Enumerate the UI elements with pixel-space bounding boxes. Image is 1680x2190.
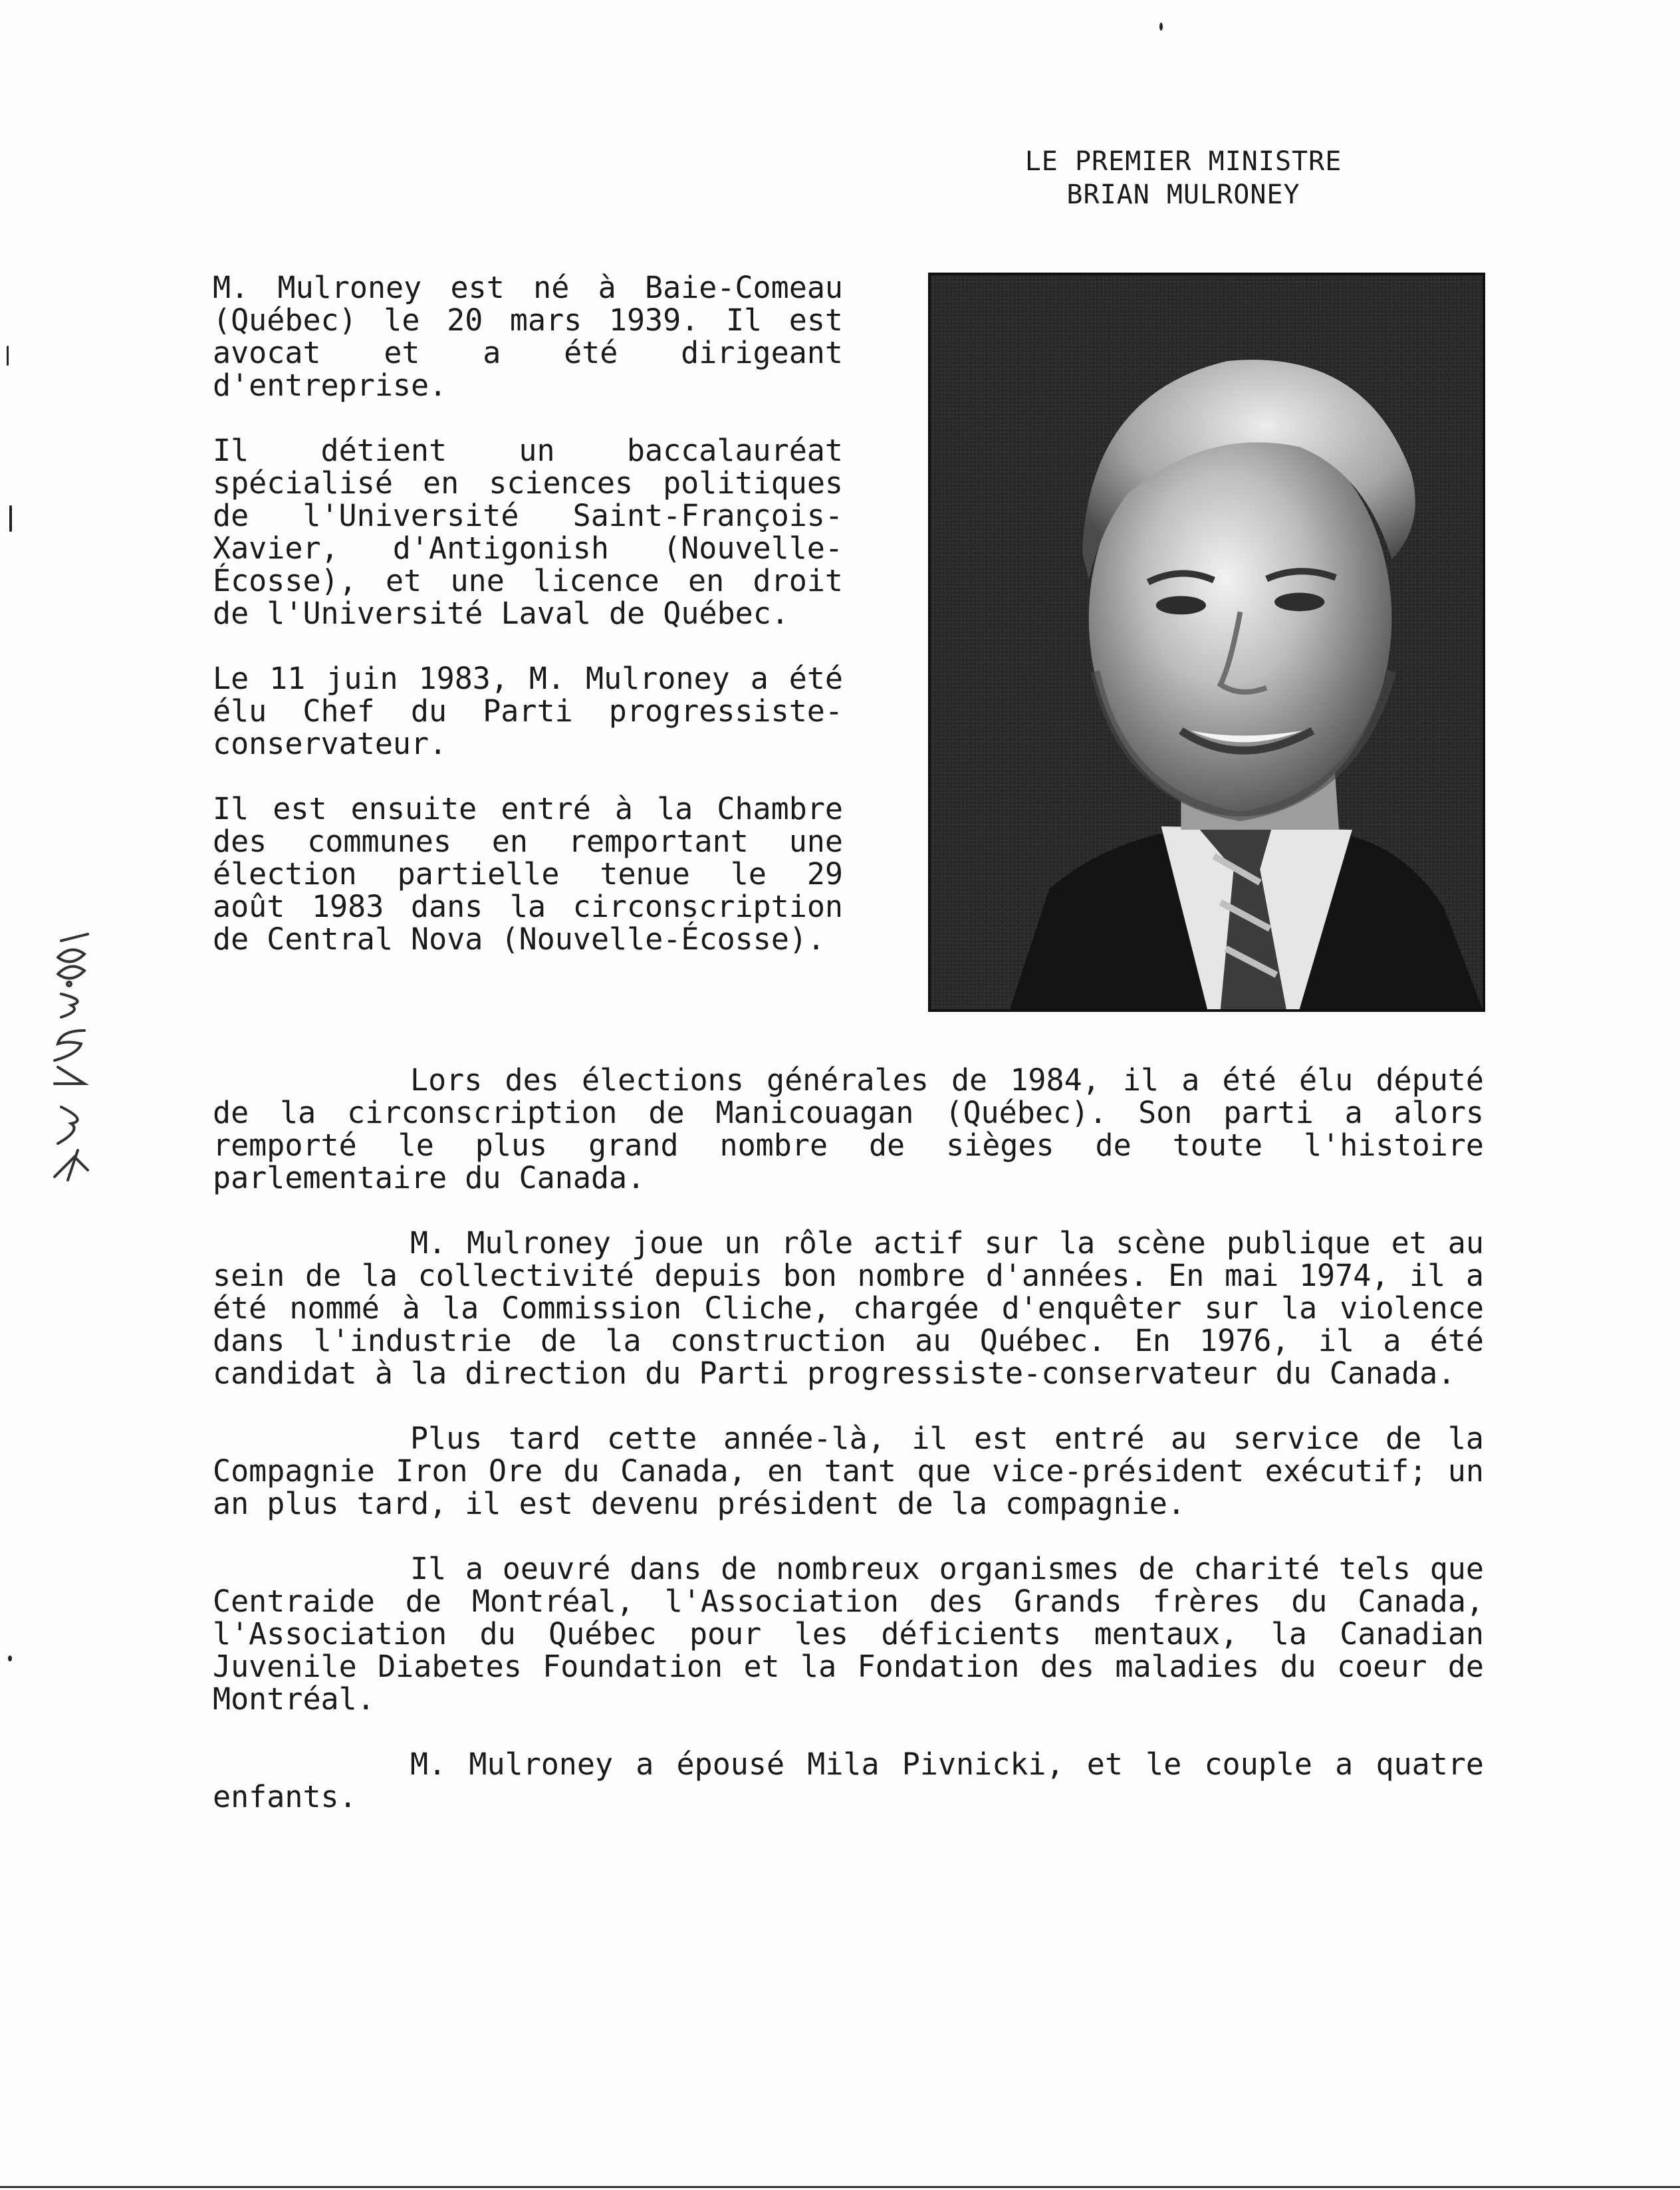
handwritten-number-icon bbox=[41, 931, 101, 1183]
intro-paragraph: Il détient un baccalauréat spécialisé en sciences politiques de l'Université Saint-François-Xavier, d'Antigonish (Nouvelle-Écosse), et une licence en droit de l'Université Laval de Québec. bbox=[213, 433, 843, 631]
document-header bbox=[957, 145, 1409, 211]
intro-paragraph: M. Mulroney est né à Baie-Comeau (Québec) le 20 mars 1939. Il est avocat et a été dirigeant d'entreprise. bbox=[213, 270, 843, 403]
header-name: BRIAN MULRONEY bbox=[1066, 180, 1300, 210]
portrait-photo bbox=[928, 273, 1485, 1012]
body-paragraph: M. Mulroney a épousé Mila Pivnicki, et le couple a quatre enfants. bbox=[213, 1747, 1484, 1814]
body-paragraph: Il a oeuvré dans de nombreux organismes de charité tels que Centraide de Montréal, l'Association des Grands frères du Canada, l'Association du Québec pour les déficients mentaux, la Canadian Juvenile Diabetes Foundation et la Fondation des maladies du coeur de Montréal. bbox=[213, 1551, 1484, 1717]
scan-bottom-edge bbox=[0, 2186, 1680, 2188]
header-title: LE PREMIER MINISTRE bbox=[1024, 146, 1342, 177]
intro-column bbox=[213, 271, 843, 955]
intro-paragraph: Il est ensuite entré à la Chambre des communes en remportant une élection partielle tenue le 29 août 1983 dans la circonscription de Central Nova (Nouvelle-Écosse). bbox=[213, 791, 843, 957]
body-text bbox=[213, 1064, 1484, 1813]
scan-speck bbox=[9, 505, 12, 532]
body-paragraph: Lors des élections générales de 1984, il a été élu député de la circonscription de Manicouagan (Québec). Son parti a alors remporté le plus grand nombre de sièges de toute l'histoire parlementaire du Canada. bbox=[213, 1062, 1484, 1195]
scan-speck bbox=[8, 1655, 12, 1661]
intro-paragraph: Le 11 juin 1983, M. Mulroney a été élu Chef du Parti progressiste-conservateur. bbox=[213, 661, 843, 761]
scan-speck bbox=[1159, 23, 1163, 31]
handwritten-margin-note bbox=[41, 931, 101, 1183]
portrait-photo-icon bbox=[931, 275, 1483, 1009]
body-paragraph: Plus tard cette année-là, il est entré au service de la Compagnie Iron Ore du Canada, en tant que vice-président exécutif; un an plus tard, il est devenu président de la compagnie. bbox=[213, 1421, 1484, 1521]
scan-speck bbox=[7, 346, 9, 366]
body-paragraph: M. Mulroney joue un rôle actif sur la scène publique et au sein de la collectivité depuis bon nombre d'années. En mai 1974, il a été nommé à la Commission Cliche, chargée d'enquêter sur la violence dans l'industrie de la construction au Québec. En 1976, il a été candidat à la direction du Parti progressiste-conservateur du Canada. bbox=[213, 1225, 1484, 1391]
